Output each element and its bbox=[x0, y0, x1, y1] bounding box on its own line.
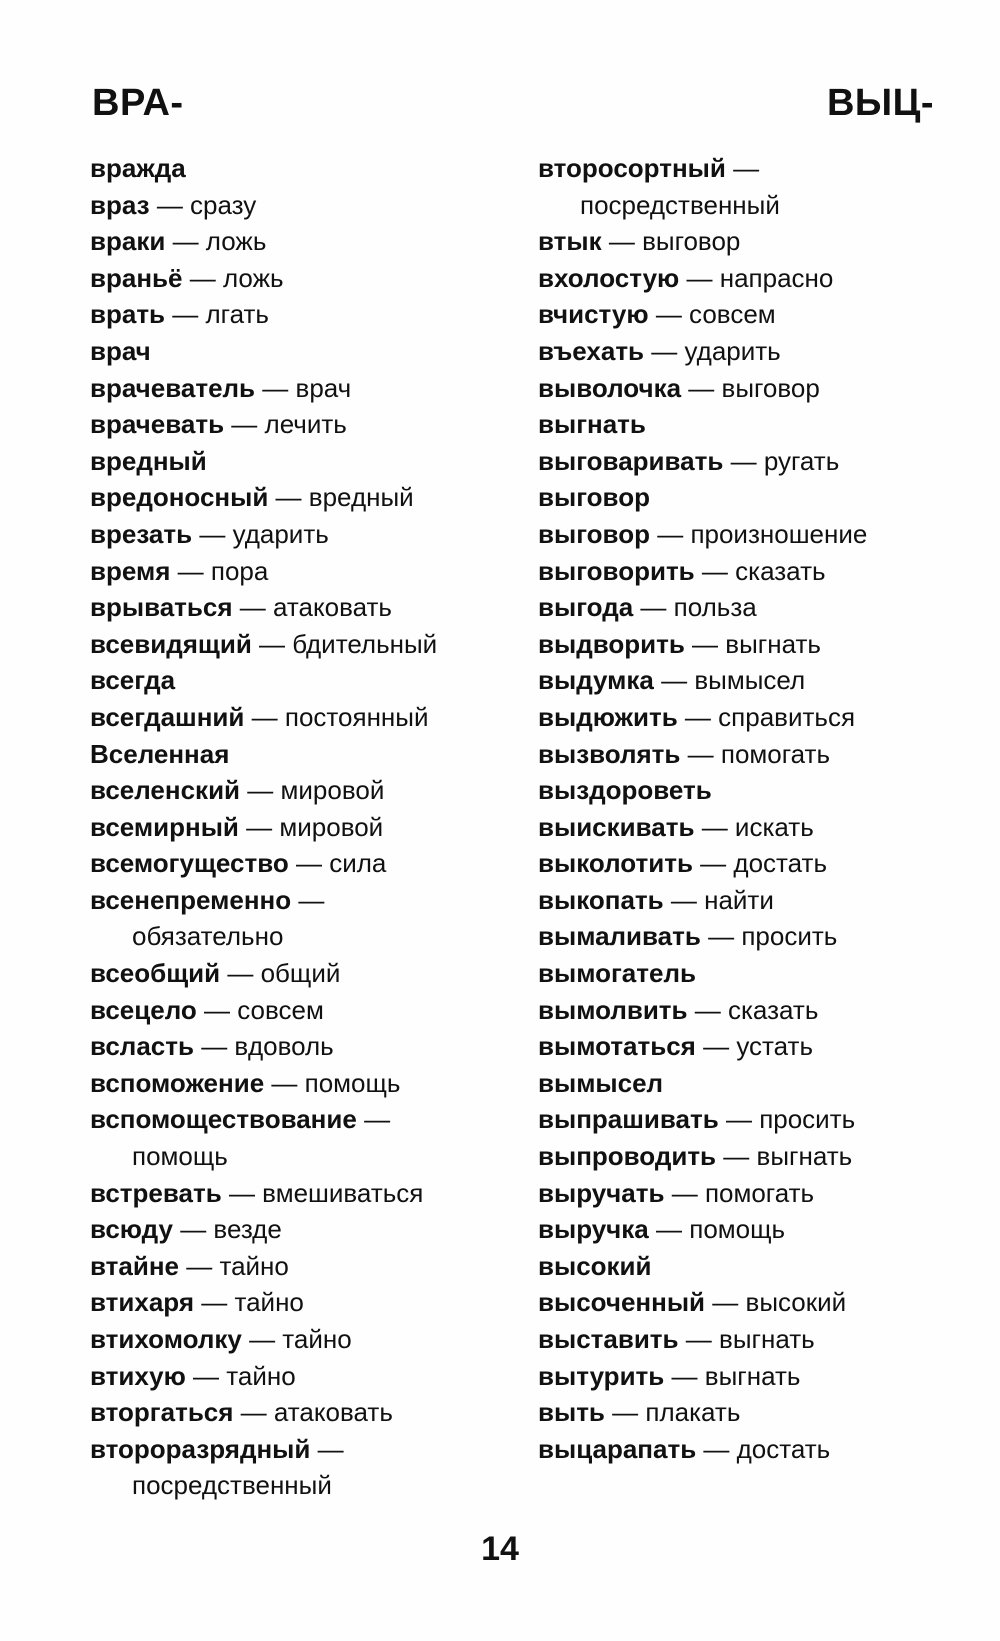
entry-dash: — bbox=[651, 335, 678, 366]
entry-headword: вызволять bbox=[538, 738, 681, 769]
dictionary-entry bbox=[538, 662, 978, 699]
entry-dash: — bbox=[708, 921, 735, 952]
entry-synonym: обязательно bbox=[132, 921, 284, 952]
entry-synonym: выговор bbox=[642, 226, 741, 257]
page-number: 14 bbox=[481, 1530, 519, 1568]
entry-synonym: тайно bbox=[226, 1360, 296, 1391]
dictionary-entry bbox=[538, 1065, 978, 1102]
dictionary-entry bbox=[538, 772, 978, 809]
entry-dash: — bbox=[201, 1031, 228, 1062]
entry-headword: вспомоществование bbox=[90, 1104, 357, 1135]
entry-synonym: произношение bbox=[690, 518, 868, 549]
dictionary-entry bbox=[538, 1284, 978, 1321]
entry-headword: выдумка bbox=[538, 665, 654, 696]
dictionary-entry bbox=[90, 553, 530, 590]
dictionary-entry bbox=[538, 553, 978, 590]
dictionary-entry bbox=[538, 150, 978, 223]
entry-headword: вхолостую bbox=[538, 262, 680, 293]
dictionary-entry bbox=[90, 1101, 530, 1174]
dictionary-entry bbox=[538, 296, 978, 333]
entry-dash: — bbox=[656, 1214, 682, 1245]
dictionary-entry bbox=[90, 1358, 530, 1395]
entry-headword: врачеватель bbox=[90, 372, 256, 403]
dictionary-entry bbox=[538, 1321, 978, 1358]
dictionary-entry bbox=[90, 516, 530, 553]
entry-synonym: ругать bbox=[763, 445, 840, 476]
entry-headword: врать bbox=[90, 299, 166, 330]
entry-synonym: тайно bbox=[282, 1324, 352, 1354]
entry-headword: выгнать bbox=[538, 409, 646, 440]
entry-synonym: тайно bbox=[219, 1250, 289, 1281]
entry-synonym: устать bbox=[736, 1031, 813, 1062]
entry-headword: вымотаться bbox=[538, 1031, 696, 1062]
entry-headword: въехать bbox=[538, 335, 645, 366]
dictionary-entry bbox=[538, 406, 978, 443]
entry-dash: — bbox=[640, 592, 667, 623]
entry-headword: втихомолку bbox=[90, 1324, 242, 1354]
entry-headword: выручать bbox=[538, 1177, 665, 1208]
entry-headword: враки bbox=[90, 226, 166, 257]
right-column bbox=[538, 150, 978, 1467]
entry-headword: врач bbox=[90, 335, 151, 366]
entry-headword: всеобщий bbox=[90, 958, 221, 989]
entry-synonym: помогать bbox=[704, 1177, 815, 1208]
entry-synonym: вымысел bbox=[694, 665, 806, 696]
entry-headword: выгода bbox=[538, 592, 634, 623]
entry-headword: выручка bbox=[538, 1214, 649, 1245]
entry-headword: вымогатель bbox=[538, 958, 696, 989]
entry-dash: — bbox=[295, 848, 322, 879]
entry-headword: втайне bbox=[90, 1250, 179, 1281]
dictionary-entry bbox=[538, 918, 978, 955]
entry-synonym: выгнать bbox=[725, 628, 821, 659]
entry-dash: — bbox=[703, 1433, 730, 1464]
dictionary-entry bbox=[538, 1358, 978, 1395]
entry-synonym: напрасно bbox=[719, 262, 834, 293]
dictionary-entry bbox=[538, 992, 978, 1029]
dictionary-entry bbox=[90, 1028, 530, 1065]
dictionary-entry bbox=[538, 1211, 978, 1248]
entry-headword: вымаливать bbox=[538, 921, 701, 952]
dictionary-entry bbox=[538, 333, 978, 370]
dictionary-entry bbox=[90, 1431, 530, 1504]
entry-dash: — bbox=[608, 226, 635, 257]
entry-dash: — bbox=[156, 189, 183, 220]
dictionary-entry bbox=[90, 662, 530, 699]
entry-dash: — bbox=[231, 409, 258, 440]
entry-synonym: атаковать bbox=[273, 592, 392, 623]
entry-synonym: атаковать bbox=[273, 1397, 393, 1428]
entry-headword: вторгаться bbox=[90, 1397, 234, 1428]
entry-synonym: выгнать bbox=[704, 1360, 801, 1391]
entry-dash: — bbox=[228, 1177, 255, 1208]
entry-headword: всемогущество bbox=[90, 848, 289, 879]
dictionary-entry bbox=[538, 955, 978, 992]
entry-dash: — bbox=[661, 665, 688, 696]
dictionary-entry bbox=[538, 1138, 978, 1175]
entry-dash: — bbox=[733, 153, 760, 183]
entry-headword: второразрядный bbox=[90, 1433, 311, 1464]
entry-dash: — bbox=[271, 1067, 298, 1098]
entry-dash: — bbox=[262, 372, 289, 403]
entry-synonym: вдоволь bbox=[234, 1031, 334, 1062]
entry-headword: выговаривать bbox=[538, 445, 724, 476]
dictionary-entry bbox=[90, 845, 530, 882]
entry-dash: — bbox=[725, 1104, 752, 1135]
entry-synonym: посредственный bbox=[580, 189, 780, 220]
dictionary-entry bbox=[90, 955, 530, 992]
dictionary-entry bbox=[90, 1175, 530, 1212]
dictionary-entry bbox=[90, 260, 530, 297]
dictionary-entry bbox=[90, 1248, 530, 1285]
entry-synonym: общий bbox=[260, 958, 341, 989]
entry-dash: — bbox=[671, 1360, 698, 1391]
entry-headword: встревать bbox=[90, 1177, 222, 1208]
dictionary-entry bbox=[90, 626, 530, 663]
entry-headword: выставить bbox=[538, 1324, 679, 1354]
entry-synonym: мировой bbox=[280, 775, 385, 806]
entry-headword: выговорить bbox=[538, 555, 695, 586]
dictionary-entry bbox=[538, 736, 978, 773]
entry-headword: вражда bbox=[90, 153, 186, 183]
entry-headword: вспоможение bbox=[90, 1067, 265, 1098]
entry-dash: — bbox=[655, 299, 682, 330]
entry-synonym: выгнать bbox=[756, 1141, 853, 1172]
dictionary-entry bbox=[538, 626, 978, 663]
dictionary-entry bbox=[538, 882, 978, 919]
entry-dash: — bbox=[204, 994, 230, 1025]
entry-dash: — bbox=[657, 518, 684, 549]
entry-dash: — bbox=[227, 958, 254, 989]
entry-headword: всенепременно bbox=[90, 884, 292, 915]
entry-dash: — bbox=[172, 299, 199, 330]
entry-dash: — bbox=[685, 1324, 712, 1354]
entry-synonym: ударить bbox=[232, 518, 329, 549]
entry-synonym: сразу bbox=[190, 189, 257, 220]
entry-synonym: сказать bbox=[735, 555, 826, 586]
entry-dash: — bbox=[723, 1141, 750, 1172]
dictionary-entry bbox=[90, 882, 530, 955]
entry-synonym: пора bbox=[210, 555, 269, 586]
entry-synonym: ударить bbox=[684, 335, 781, 366]
entry-synonym: посредственный bbox=[132, 1470, 332, 1501]
running-header-left: ВРА- bbox=[92, 82, 184, 124]
entry-dash: — bbox=[201, 1287, 228, 1318]
entry-headword: вытурить bbox=[538, 1360, 665, 1391]
entry-synonym: польза bbox=[673, 592, 757, 623]
entry-headword: всегда bbox=[90, 665, 176, 696]
entry-synonym: помощь bbox=[689, 1214, 786, 1245]
entry-headword: всемирный bbox=[90, 811, 239, 842]
dictionary-entry bbox=[90, 479, 530, 516]
entry-synonym: плакать bbox=[645, 1397, 741, 1428]
entry-dash: — bbox=[701, 811, 728, 842]
entry-headword: всецело bbox=[90, 994, 197, 1025]
entry-synonym: сказать bbox=[727, 994, 819, 1025]
dictionary-entry bbox=[538, 1431, 978, 1468]
entry-synonym: помогать bbox=[720, 738, 830, 769]
dictionary-entry bbox=[538, 699, 978, 736]
dictionary-entry bbox=[90, 772, 530, 809]
dictionary-entry bbox=[90, 223, 530, 260]
dictionary-entry bbox=[90, 150, 530, 187]
entry-headword: вредоносный bbox=[90, 482, 269, 513]
entry-synonym: тайно bbox=[234, 1287, 304, 1318]
entry-headword: вымолвить bbox=[538, 994, 688, 1025]
entry-synonym: просить bbox=[759, 1104, 856, 1135]
dictionary-entry bbox=[90, 589, 530, 626]
entry-headword: вымысел bbox=[538, 1067, 664, 1098]
entry-dash: — bbox=[612, 1397, 639, 1428]
dictionary-entry bbox=[90, 1284, 530, 1321]
entry-dash: — bbox=[239, 592, 266, 623]
dictionary-entry bbox=[90, 406, 530, 443]
entry-headword: враз bbox=[90, 189, 150, 220]
entry-headword: выколотить bbox=[538, 848, 693, 879]
entry-headword: выдворить bbox=[538, 628, 685, 659]
entry-dash: — bbox=[703, 1031, 730, 1062]
entry-synonym: везде bbox=[213, 1214, 282, 1245]
dictionary-entry bbox=[90, 1321, 530, 1358]
dictionary-entry bbox=[90, 992, 530, 1029]
dictionary-entry bbox=[538, 260, 978, 297]
entry-headword: выздороветь bbox=[538, 775, 712, 806]
entry-dash: — bbox=[240, 1397, 267, 1428]
entry-headword: выволочка bbox=[538, 372, 682, 403]
entry-headword: Вселенная bbox=[90, 738, 230, 769]
dictionary-entry bbox=[90, 187, 530, 224]
dictionary-entry bbox=[90, 296, 530, 333]
entry-dash: — bbox=[251, 701, 278, 732]
dictionary-entry bbox=[90, 1211, 530, 1248]
entry-synonym: мировой bbox=[279, 811, 384, 842]
entry-headword: выдюжить bbox=[538, 701, 678, 732]
dictionary-entry bbox=[538, 1028, 978, 1065]
entry-synonym: лгать bbox=[205, 299, 269, 330]
dictionary-entry bbox=[538, 809, 978, 846]
dictionary-entry bbox=[538, 443, 978, 480]
entry-dash: — bbox=[172, 226, 199, 257]
dictionary-entry bbox=[90, 1065, 530, 1102]
entry-synonym: высокий bbox=[745, 1287, 847, 1318]
entry-dash: — bbox=[317, 1433, 344, 1464]
dictionary-entry bbox=[538, 223, 978, 260]
entry-synonym: бдительный bbox=[292, 628, 438, 659]
dictionary-entry bbox=[538, 845, 978, 882]
entry-synonym: врач bbox=[295, 372, 352, 403]
running-header-right: ВЫЦ- bbox=[826, 82, 934, 124]
entry-headword: высоченный bbox=[538, 1287, 706, 1318]
dictionary-entry bbox=[90, 1394, 530, 1431]
entry-dash: — bbox=[259, 628, 286, 659]
entry-synonym: помощь bbox=[132, 1141, 228, 1172]
entry-headword: время bbox=[90, 555, 171, 586]
entry-dash: — bbox=[247, 775, 274, 806]
entry-synonym: искать bbox=[734, 811, 814, 842]
entry-headword: врываться bbox=[90, 592, 233, 623]
entry-headword: выпрашивать bbox=[538, 1104, 719, 1135]
entry-headword: выискивать bbox=[538, 811, 695, 842]
entry-synonym: просить bbox=[741, 921, 838, 952]
dictionary-entry bbox=[90, 370, 530, 407]
entry-headword: вчистую bbox=[538, 299, 649, 330]
entry-synonym: ложь bbox=[205, 226, 267, 257]
entry-headword: врачевать bbox=[90, 409, 225, 440]
entry-headword: всласть bbox=[90, 1031, 194, 1062]
entry-headword: выпроводить bbox=[538, 1141, 717, 1172]
dictionary-entry bbox=[538, 1101, 978, 1138]
entry-headword: втихую bbox=[90, 1360, 186, 1391]
entry-synonym: достать bbox=[733, 848, 827, 879]
entry-dash: — bbox=[275, 482, 302, 513]
entry-synonym: постоянный bbox=[284, 701, 429, 732]
entry-dash: — bbox=[688, 372, 715, 403]
entry-synonym: вмешиваться bbox=[262, 1177, 424, 1208]
entry-dash: — bbox=[687, 738, 714, 769]
entry-synonym: лечить bbox=[264, 409, 347, 440]
dictionary-entry bbox=[538, 1175, 978, 1212]
entry-dash: — bbox=[189, 262, 216, 293]
entry-dash: — bbox=[177, 555, 204, 586]
entry-dash: — bbox=[186, 1250, 213, 1281]
dictionary-entry bbox=[90, 699, 530, 736]
entry-dash: — bbox=[684, 701, 711, 732]
entry-headword: выговор bbox=[538, 482, 650, 513]
entry-dash: — bbox=[364, 1104, 391, 1135]
entry-dash: — bbox=[670, 884, 697, 915]
left-column bbox=[90, 150, 530, 1504]
dictionary-entry bbox=[90, 736, 530, 773]
entry-headword: всевидящий bbox=[90, 628, 252, 659]
entry-dash: — bbox=[180, 1214, 207, 1245]
entry-dash: — bbox=[700, 848, 727, 879]
entry-headword: вселенский bbox=[90, 775, 241, 806]
entry-headword: враньё bbox=[90, 262, 183, 293]
entry-dash: — bbox=[694, 994, 721, 1025]
entry-synonym: достать bbox=[736, 1433, 831, 1464]
entry-synonym: ложь bbox=[222, 262, 284, 293]
entry-headword: выкопать bbox=[538, 884, 664, 915]
entry-headword: втык bbox=[538, 226, 602, 257]
entry-headword: вредный bbox=[90, 445, 207, 476]
entry-dash: — bbox=[671, 1177, 698, 1208]
dictionary-entry bbox=[90, 443, 530, 480]
entry-headword: всюду bbox=[90, 1214, 173, 1245]
entry-synonym: найти bbox=[704, 884, 774, 915]
entry-dash: — bbox=[701, 555, 728, 586]
entry-synonym: выговор bbox=[721, 372, 820, 403]
entry-dash: — bbox=[199, 518, 226, 549]
dictionary-entry bbox=[538, 1394, 978, 1431]
entry-synonym: совсем bbox=[689, 299, 776, 330]
entry-synonym: помощь bbox=[304, 1067, 401, 1098]
entry-headword: выговор bbox=[538, 518, 650, 549]
entry-headword: втихаря bbox=[90, 1287, 194, 1318]
entry-headword: высокий bbox=[538, 1250, 652, 1281]
dictionary-entry bbox=[538, 516, 978, 553]
entry-synonym: выгнать bbox=[719, 1324, 815, 1354]
dictionary-entry bbox=[90, 809, 530, 846]
dictionary-entry bbox=[538, 589, 978, 626]
dictionary-entry bbox=[90, 333, 530, 370]
entry-dash: — bbox=[730, 445, 757, 476]
entry-headword: врезать bbox=[90, 518, 193, 549]
entry-dash: — bbox=[692, 628, 719, 659]
entry-dash: — bbox=[298, 884, 325, 915]
entry-dash: — bbox=[249, 1324, 276, 1354]
entry-dash: — bbox=[712, 1287, 739, 1318]
entry-dash: — bbox=[246, 811, 273, 842]
entry-headword: выцарапать bbox=[538, 1433, 697, 1464]
entry-dash: — bbox=[193, 1360, 220, 1391]
entry-synonym: справиться bbox=[718, 701, 856, 732]
dictionary-entry bbox=[538, 370, 978, 407]
entry-synonym: сила bbox=[329, 848, 387, 879]
entry-headword: выть bbox=[538, 1397, 605, 1428]
entry-synonym: вредный bbox=[308, 482, 414, 513]
entry-headword: второсортный bbox=[538, 153, 726, 183]
dictionary-entry bbox=[538, 1248, 978, 1285]
entry-dash: — bbox=[686, 262, 713, 293]
dictionary-entry bbox=[538, 479, 978, 516]
entry-headword: всегдашний bbox=[90, 701, 245, 732]
entry-synonym: совсем bbox=[237, 994, 324, 1025]
